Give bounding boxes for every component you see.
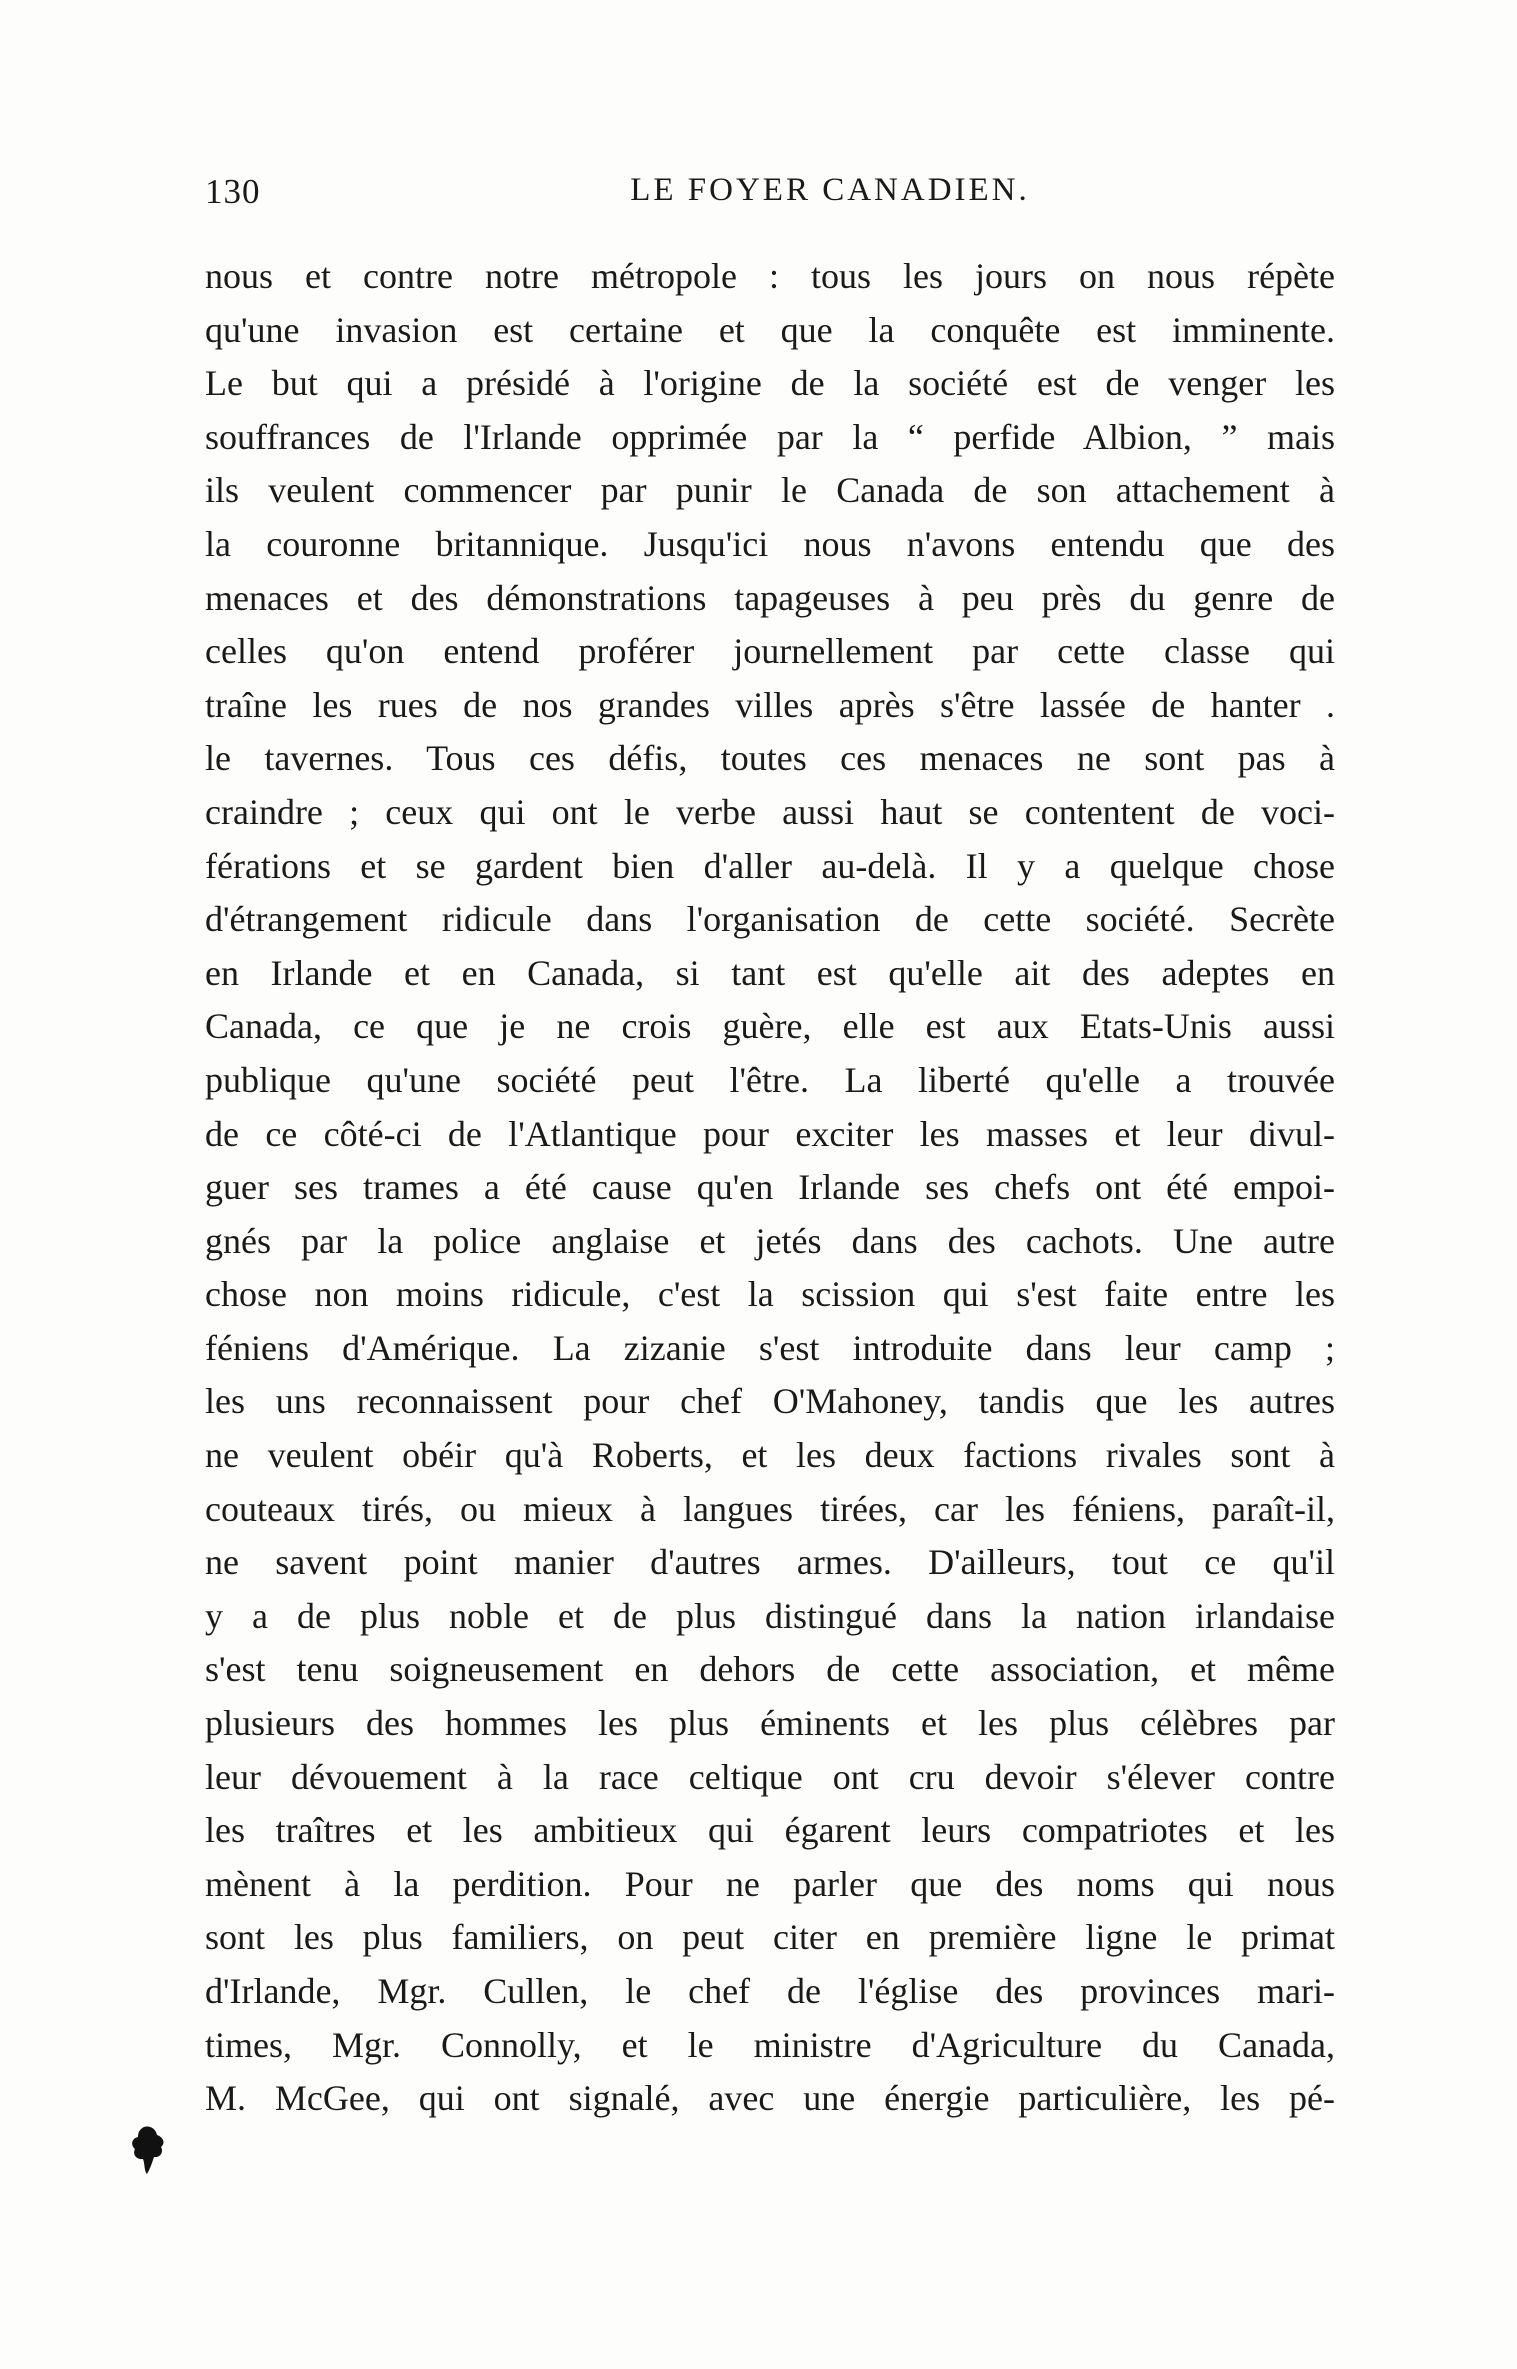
text-line: le tavernes. Tous ces défis, toutes ces menaces ne sont pas à [205, 738, 1335, 779]
text-line: menaces et des démonstrations tapageuses à peu près du genre de [205, 577, 1335, 618]
text-line: Canada, ce que je ne crois guère, elle est aux Etats-Unis aussi [205, 1006, 1335, 1047]
text-line: qu'une invasion est certaine et que la conquête est imminente. [205, 309, 1335, 350]
text-line: chose non moins ridicule, c'est la scission qui s'est faite entre les [205, 1274, 1335, 1315]
text-line: couteaux tirés, ou mieux à langues tirées, car les féniens, paraît-il, [205, 1488, 1335, 1529]
text-line: féniens d'Amérique. La zizanie s'est introduite dans leur camp ; [205, 1327, 1335, 1368]
text-line: guer ses trames a été cause qu'en Irlande ses chefs ont été empoi- [205, 1167, 1335, 1208]
text-line: férations et se gardent bien d'aller au-delà. Il y a quelque chose [205, 845, 1335, 886]
text-line: en Irlande et en Canada, si tant est qu'elle ait des adeptes en [205, 952, 1335, 993]
text-line: ne savent point manier d'autres armes. D'ailleurs, tout ce qu'il [205, 1542, 1335, 1583]
page-number: 130 [205, 172, 261, 211]
text-line: s'est tenu soigneusement en dehors de cette association, et même [205, 1649, 1335, 1690]
text-line: times, Mgr. Connolly, et le ministre d'Agriculture du Canada, [205, 2024, 1335, 2065]
text-line: ils veulent commencer par punir le Canada de son attachement à [205, 470, 1335, 511]
text-line: y a de plus noble et de plus distingué dans la nation irlandaise [205, 1595, 1335, 1636]
running-title: LE FOYER CANADIEN. [630, 172, 1030, 208]
ink-blot [130, 2125, 166, 2175]
text-line: les traîtres et les ambitieux qui égarent leurs compatriotes et les [205, 1810, 1335, 1851]
text-line: d'Irlande, Mgr. Cullen, le chef de l'église des provinces mari- [205, 1971, 1335, 2011]
text-line: leur dévouement à la race celtique ont cru devoir s'élever contre [205, 1756, 1335, 1797]
text-line: M. McGee, qui ont signalé, avec une énergie particulière, les pé- [205, 2078, 1335, 2119]
body-text [205, 250, 1335, 2126]
text-line: gnés par la police anglaise et jetés dans des cachots. Une autre [205, 1220, 1335, 1261]
text-line: publique qu'une société peut l'être. La liberté qu'elle a trouvée [205, 1059, 1335, 1100]
text-line: d'étrangement ridicule dans l'organisation de cette société. Secrète [205, 899, 1335, 940]
text-line: Le but qui a présidé à l'origine de la société est de venger les [205, 363, 1335, 404]
text-line: ne veulent obéir qu'à Roberts, et les deux factions rivales sont à [205, 1435, 1335, 1476]
text-line: craindre ; ceux qui ont le verbe aussi haut se contentent de voci- [205, 791, 1335, 832]
text-line: plusieurs des hommes les plus éminents et les plus célèbres par [205, 1703, 1335, 1744]
text-line: traîne les rues de nos grandes villes après s'être lassée de hanter . [205, 684, 1335, 725]
text-line: sont les plus familiers, on peut citer en première ligne le primat [205, 1917, 1335, 1958]
text-line: celles qu'on entend proférer journellement par cette classe qui [205, 631, 1335, 672]
text-line: nous et contre notre métropole : tous les jours on nous répète [205, 256, 1335, 296]
text-line: les uns reconnaissent pour chef O'Mahoney, tandis que les autres [205, 1381, 1335, 1422]
text-line: mènent à la perdition. Pour ne parler que des noms qui nous [205, 1863, 1335, 1904]
text-line: de ce côté-ci de l'Atlantique pour exciter les masses et leur divul- [205, 1113, 1335, 1154]
text-line: souffrances de l'Irlande opprimée par la “ perfide Albion, ” mais [205, 416, 1335, 457]
text-line: la couronne britannique. Jusqu'ici nous n'avons entendu que des [205, 523, 1335, 564]
running-head [205, 172, 1335, 222]
